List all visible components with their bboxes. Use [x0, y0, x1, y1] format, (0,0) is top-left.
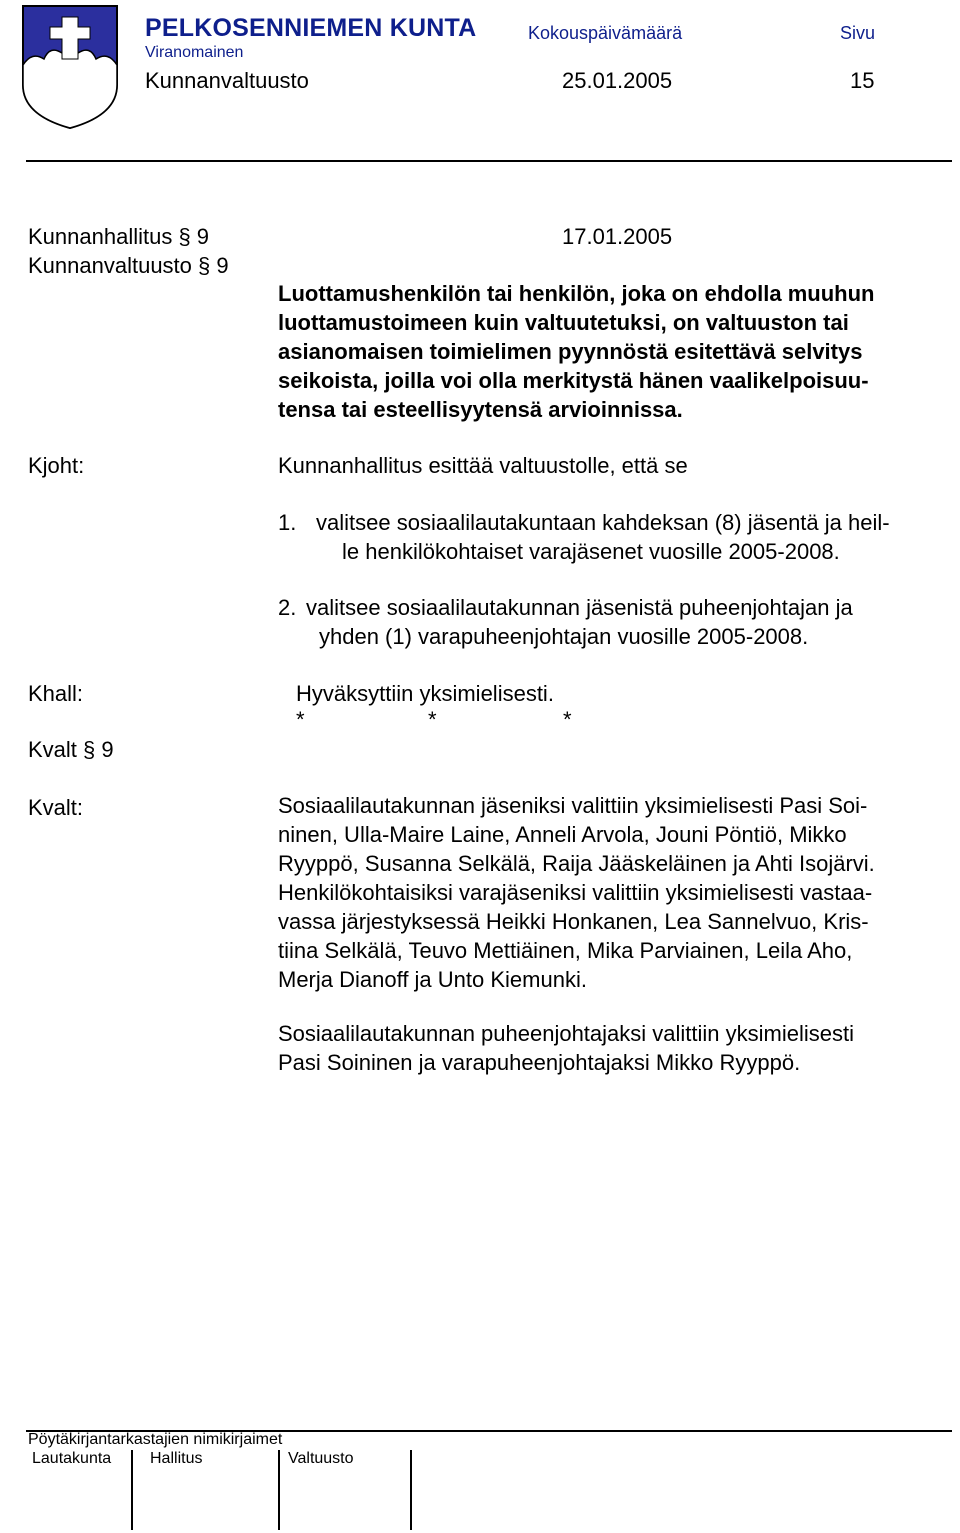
ref-date: 17.01.2005 — [562, 224, 673, 249]
kvalt-line: Sosiaalilautakunnan jäseniksi valittiin yksimielisesti Pasi Soi- — [278, 793, 868, 818]
meeting-date: 25.01.2005 — [562, 68, 673, 93]
signature-column-hallitus: Hallitus — [150, 1450, 203, 1467]
khall-decision: Hyväksyttiin yksimielisesti. — [296, 681, 554, 706]
kvalt-line: tiina Selkälä, Teuvo Mettiäinen, Mika Parviainen, Leila Aho, — [278, 938, 853, 963]
municipal-crest-logo — [20, 3, 120, 131]
separator-star: * — [296, 707, 305, 732]
item-2-number: 2. — [278, 595, 297, 620]
item-2-text — [306, 593, 853, 651]
kunnanhallitus-ref: Kunnanhallitus § 9 — [28, 224, 210, 249]
title-line: luottamustoimeen kuin valtuutetuksi, on valtuuston tai — [278, 310, 849, 335]
kvalt-line: Henkilökohtaisiksi varajäseniksi valittiin yksimielisesti vastaa- — [278, 880, 873, 905]
kvalt-paragraph-1 — [278, 791, 875, 994]
page-number: 15 — [850, 68, 875, 93]
item-1-number: 1. — [278, 510, 297, 535]
title-line: Luottamushenkilön tai henkilön, joka on ehdolla muuhun — [278, 281, 875, 306]
title-line: seikoista, joilla voi olla merkitystä hänen vaalikelpoisuu- — [278, 368, 869, 393]
organization-name: PELKOSENNIEMEN KUNTA — [145, 14, 477, 42]
date-label: Kokouspäivämäärä — [528, 23, 683, 43]
section-title — [278, 279, 874, 424]
signature-box-divider — [131, 1450, 133, 1530]
signature-column-valtuusto: Valtuusto — [288, 1450, 354, 1467]
kjoht-proposal: Kunnanhallitus esittää valtuustolle, että se — [278, 453, 688, 478]
item-1-text — [316, 508, 890, 566]
signature-column-lautakunta: Lautakunta — [32, 1450, 112, 1467]
khall-label: Khall: — [28, 681, 84, 706]
title-line: tensa tai esteellisyytensä arvioinnissa. — [278, 397, 683, 422]
signatures-label: Pöytäkirjantarkastajien nimikirjaimet — [28, 1431, 283, 1448]
kvalt-line: vassa järjestyksessä Heikki Honkanen, Lea Sannelvuo, Kris- — [278, 909, 869, 934]
kvalt-line: Ryyppö, Susanna Selkälä, Raija Jääskeläinen ja Ahti Isojärvi. — [278, 851, 875, 876]
signature-box-divider — [410, 1450, 412, 1530]
item-1-line: valitsee sosiaalilautakuntaan kahdeksan (8) jäsentä ja heil- — [316, 510, 890, 535]
kvalt-line: Sosiaalilautakunnan puheenjohtajaksi valittiin yksimielisesti — [278, 1021, 854, 1046]
kvalt-paragraph-2 — [278, 1019, 854, 1077]
title-line: asianomaisen toimielimen pyynnöstä esitettävä selvitys — [278, 339, 863, 364]
signature-box-divider — [278, 1450, 280, 1530]
item-2-line: yhden (1) varapuheenjohtajan vuosille 2005-2008. — [319, 624, 809, 649]
authority-label: Viranomainen — [145, 44, 244, 61]
header-divider — [26, 160, 952, 162]
authority-value: Kunnanvaltuusto — [145, 68, 309, 93]
page-label: Sivu — [840, 23, 876, 43]
kjoht-label: Kjoht: — [28, 453, 85, 478]
item-1-line: le henkilökohtaiset varajäsenet vuosille 2005-2008. — [342, 539, 840, 564]
kunnanvaltuusto-ref: Kunnanvaltuusto § 9 — [28, 253, 229, 278]
kvalt-line: Merja Dianoff ja Unto Kiemunki. — [278, 967, 587, 992]
kvalt-label: Kvalt: — [28, 795, 84, 820]
separator-star: * — [428, 707, 437, 732]
kvalt-ref: Kvalt § 9 — [28, 737, 114, 762]
kvalt-line: ninen, Ulla-Maire Laine, Anneli Arvola, Jouni Pöntiö, Mikko — [278, 822, 847, 847]
kvalt-line: Pasi Soininen ja varapuheenjohtajaksi Mikko Ryyppö. — [278, 1050, 801, 1075]
item-2-line: valitsee sosiaalilautakunnan jäsenistä puheenjohtajan ja — [306, 595, 853, 620]
separator-star: * — [563, 707, 572, 732]
